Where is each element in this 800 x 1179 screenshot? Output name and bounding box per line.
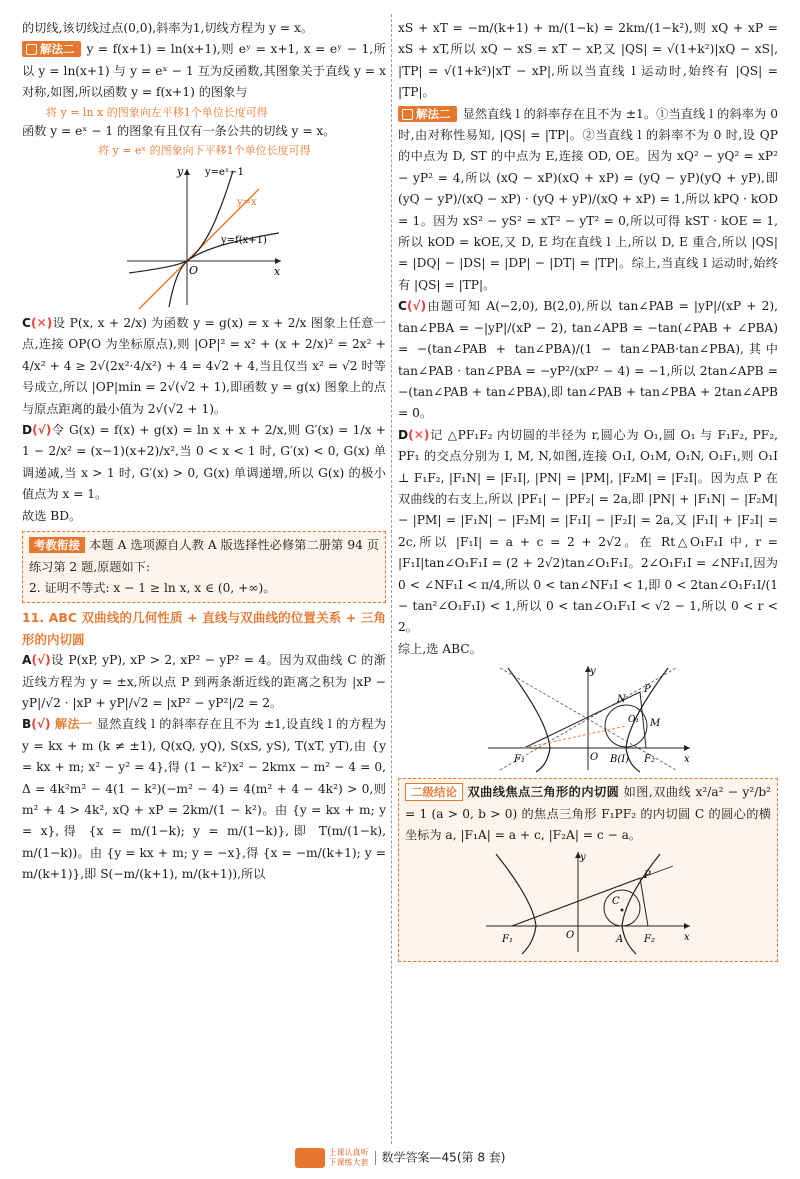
secondary-conclusion-box [398,778,778,962]
question-11-heading: 11. ABC 双曲线的几何性质 + 直线与双曲线的位置关系 + 三角形的内切圆 [22,610,386,647]
label-f1: F₁ [514,754,525,766]
label-a: A [616,934,624,946]
option-a-check-mark: (√) [31,653,51,668]
option-c-check-mark: (√) [406,299,427,314]
label-f1: F₁ [502,934,513,946]
column-divider [391,14,392,1144]
left-p3: 函数 y = eˣ − 1 的图象有且仅有一条公共的切线 y = x。 [22,123,336,138]
label-yx: y=x [237,197,257,209]
right-optD: D(✕)记 △PF₁F₂ 内切圆的半径为 r,圆心为 O₁,圆 O₁ 与 F₁F₂, PF₂, PF₁ 的交点分别为 I, M, N,如图,连接 O₁I, O₁M, O₁N, O₁F₁,则 O₁I ⊥ F₁F₂, |F₁N| = |F₁I|, |PN| = |PM|, |F₂M| = |F₂I|。因为点 P 在双曲线的右支上,所以 |PF₁| − |PF₂| = 2a,即 |PN| + |F₁N| − |F₂M| − |PM| = |F₁N| − |F₂M| = |F₁I| − |F₂I| = 2a,又 |F₁I| + |F₂I| = 2c,所以 |F₁I| = a + c = 2 + 2√2。在 Rt△O₁F₁I 中, r = |F₁I|tan∠O₁F₁I = (2 + 2√2)tan∠O₁F₁I。2∠O₁F₁I = ∠NF₁I,因为 0 < ∠NF₁I < π/4,所以 0 < tan∠NF₁I < 1,即 0 < 2tan∠O₁F₁I/(1 − tan²∠O₁F₁I) < 1,所以 0 < tan∠O₁F₁I < √2 − 1,所以 0 < r < 2。 [398,427,778,635]
label-n: N [617,694,626,706]
pencil-icon [26,44,37,55]
option-d-cross-mark: (✕) [408,427,430,442]
figure-focal-triangle-incircle [478,848,698,956]
note-shift-left: 将 y = ln x 的图象向左平移1个单位长度可得 [46,105,268,119]
option-c-letter-right: C [398,299,407,314]
x-axis-arrow [684,745,690,751]
incircle-c [604,890,640,926]
right-p1: xS + xT = −m/(k+1) + m/(1−k) = 2km/(1−k²),则 xQ + xP = xS + xT,所以 xQ − xS = xT − xP,又 |QS| = √(1+k²)|xQ − xS|, |TP| = √(1+k²)|xT − xP|,所以当直线 l 运动时,始终有 |QS| = |TP|。 [398,21,778,100]
publisher-logo-icon [295,1148,325,1168]
incircle-center [621,909,624,912]
label-origin: O [189,264,199,278]
option-d-letter: D [22,423,33,438]
option-b-letter: B [22,717,32,732]
label-f2: F₂ [644,754,655,766]
y-axis-arrow [184,169,190,175]
figure-inverse-functions [119,161,289,311]
label-y: y [177,165,184,179]
left-p1: 的切线,该切线过点(0,0),斜率为1,切线方程为 y = x。 [22,21,314,35]
footer-page-label: 数学答案—45(第 8 套) [381,1150,506,1165]
right-column [398,18,778,964]
left-optA: A(√)设 P(xP, yP), xP > 2, xP² − yP² = 4。因为双曲线 C 的渐近线方程为 y = ±x,所以点 P 到两条渐近线的距离之积为 |xP − yP|/√2 · |xP + yP|/√2 = |xP² − yP²|/2 = 2。 [22,653,386,710]
label-o1: O₁ [628,715,639,726]
exam-link-box [22,531,386,603]
label-y: y [590,666,596,678]
exam-link-problem: 2. 证明不等式: x − 1 ≥ ln x, x ∈ (0, +∞)。 [29,580,276,595]
exam-link-tag: 考教衔接 [29,537,85,553]
pencil-icon [402,109,413,120]
label-b-i: B(I) [610,754,630,766]
right-conclusion: 综上,选 ABC。 [398,641,482,656]
right-method2 [398,104,778,297]
left-optB: B(√) 解法一 显然直线 l 的斜率存在且不为 ±1,设直线 l 的方程为 y = kx + m (k ≠ ±1), Q(xQ, yQ), S(xS, yS), T(xT, yT),由 {y = kx + m; x² − y² = 4},得 (1 − k²)x² − 2kmx − m² − 4 = 0, Δ = 4k²m² − 4(1 − k²)(−m² − 4) = 4(m² + 4 − 4k²) > 0,则 m² + 4 > 4k², xQ + xP = 2km/(1 − k²)。由 {y = kx + m; y = x},得 {x = m/(1−k); y = m/(1−k)},即 T(m/(1−k), m/(1−k))。由 {y = kx + m; y = −x},得 {x = −m/(k+1); y = m/(k+1)},即 S(−m/(k+1), m/(k+1)),所以 [22,717,387,882]
label-x: x [684,932,690,944]
label-x: x [684,754,690,766]
option-d-check-mark: (√) [32,423,52,438]
secondary-conclusion-title: 双曲线焦点三角形的内切圆 [467,785,620,800]
left-conclusion: 故选 BD。 [22,508,82,523]
option-b-check-mark: (√) [31,717,51,732]
left-optD: D(√)令 G(x) = f(x) + g(x) = ln x + x + 2/x,则 G′(x) = 1/x + 1 − 2/x² = (x−1)(x+2)/x²,当 0 < x < 1 时, G′(x) < 0, G(x) 单调递减,当 x > 1 时, G′(x) > 0, G(x) 单调递增,所以 G(x) 的极小值点为 x = 1。 [22,423,386,502]
method2-tag-right: 解法二 [398,106,457,122]
option-a-letter: A [22,653,32,668]
x-axis-arrow [275,258,281,264]
label-origin: O [590,752,599,764]
option-c-letter: C [22,316,31,331]
label-y: y [580,852,586,864]
method2-tag: 解法二 [22,41,81,57]
right-p2: 显然直线 l 的斜率存在且不为 ±1。①当直线 l 的斜率为 0 时,由对称性易知, |QS| = |TP|。②当直线 l 的斜率不为 0 时,设 QP 的中点为 D, ST 的中点为 E,连接 OD, OE。因为 xQ² − yQ² = xP² − yP² = 4,所以 (xQ − xP)(xQ + xP) = (yQ − yP)(yQ + yP),即 (yQ − yP)/(xQ − xP) · (yQ + yP)/(xQ + xP) = 1,所以 kPQ · kOD = 1。因为 xS² − yS² = xT² − yT² = 0,所以可得 kST · kOE = 1,所以 kOD = kOE,又 D, E 均在直线 l 上,所以 D, E 重合,所以 |QS| = |DQ| − |DS| = |DP| − |DT| = |TP|。综上,当直线 l 运动时,始终有 |QS| = |TP|。 [398,106,778,292]
option-c-cross-mark: (✕) [30,316,53,331]
method1-label: 解法一 [54,717,93,732]
label-exp: y=eˣ−1 [205,167,244,179]
page-footer [0,1148,800,1168]
label-m: M [650,718,661,730]
left-optC: C(✕)设 P(x, x + 2/x) 为函数 y = g(x) = x + 2/x 图象上任意一点,连接 OP(O 为坐标原点),则 |OP|² = x² + (x + 2/x)² = 2x² + 4/x² + 4 ≥ 2√(2x²·4/x²) + 4 = 4√2 + 4,当且仅当 x² = √2 时等号成立,所以 |OP|min = 2√(√2 + 1),即函数 y = g(x) 图象上的点与原点距离的最小值为 2√(√2 + 1)。 [22,316,386,416]
x-axis-arrow [684,923,690,929]
exam-link-text: 本题 A 选项源自人教 A 版选择性必修第二册第 94 页练习第 2 题,原题如下: [29,538,379,574]
secondary-conclusion-tag: 二级结论 [405,783,463,801]
left-column [22,18,386,886]
left-method2 [22,39,386,103]
footer-separator [375,1151,376,1165]
label-x: x [274,265,281,279]
note-shift-down: 将 y = eˣ 的图象向下平移1个单位长度可得 [98,144,311,158]
brand-slogan: 上课认真听 下课练大套 [328,1148,369,1167]
figure-hyperbola-incircle [478,662,698,774]
label-f2: F₂ [644,934,655,946]
option-d-letter-right: D [398,427,409,442]
bisector-line [524,726,626,748]
label-f: y=f(x+1) [221,235,267,247]
label-p: P [644,870,651,882]
left-p2: y = f(x+1) = ln(x+1),则 eʸ = x+1, x = eʸ − 1,所以 y = ln(x+1) 与 y = eˣ − 1 互为反函数,其图象关于直线 y = x 对称,如图,所以函数 y = f(x+1) 的图象与 [22,42,386,100]
curve-exp [129,171,233,273]
label-c: C [612,896,620,908]
secondary-conclusion-text: 如图,双曲线 x²/a² − y²/b² = 1 (a > 0, b > 0) 的焦点三角形 F₁PF₂ 的内切圆 C 的圆心的横坐标为 a, |F₁A| = a + c, |F₂A| = c − a。 [405,785,772,842]
label-origin: O [566,930,575,942]
right-optC: C(√)由题可知 A(−2,0), B(2,0),所以 tan∠PAB = |yP|/(xP + 2), tan∠PBA = −|yP|/(xP − 2), tan∠APB = −tan(∠PAB + ∠PBA) = −(tan∠PAB + tan∠PBA)/(1 − tan∠PAB·tan∠PBA),其中 tan∠PAB · tan∠PBA = −yP²/(xP² − 4) = −1,所以 2tan∠APB = −(tan∠PAB + tan∠PBA),即 tan∠PAB + tan∠PBA + 2tan∠APB = 0。 [398,299,778,421]
label-p: P [644,684,651,696]
